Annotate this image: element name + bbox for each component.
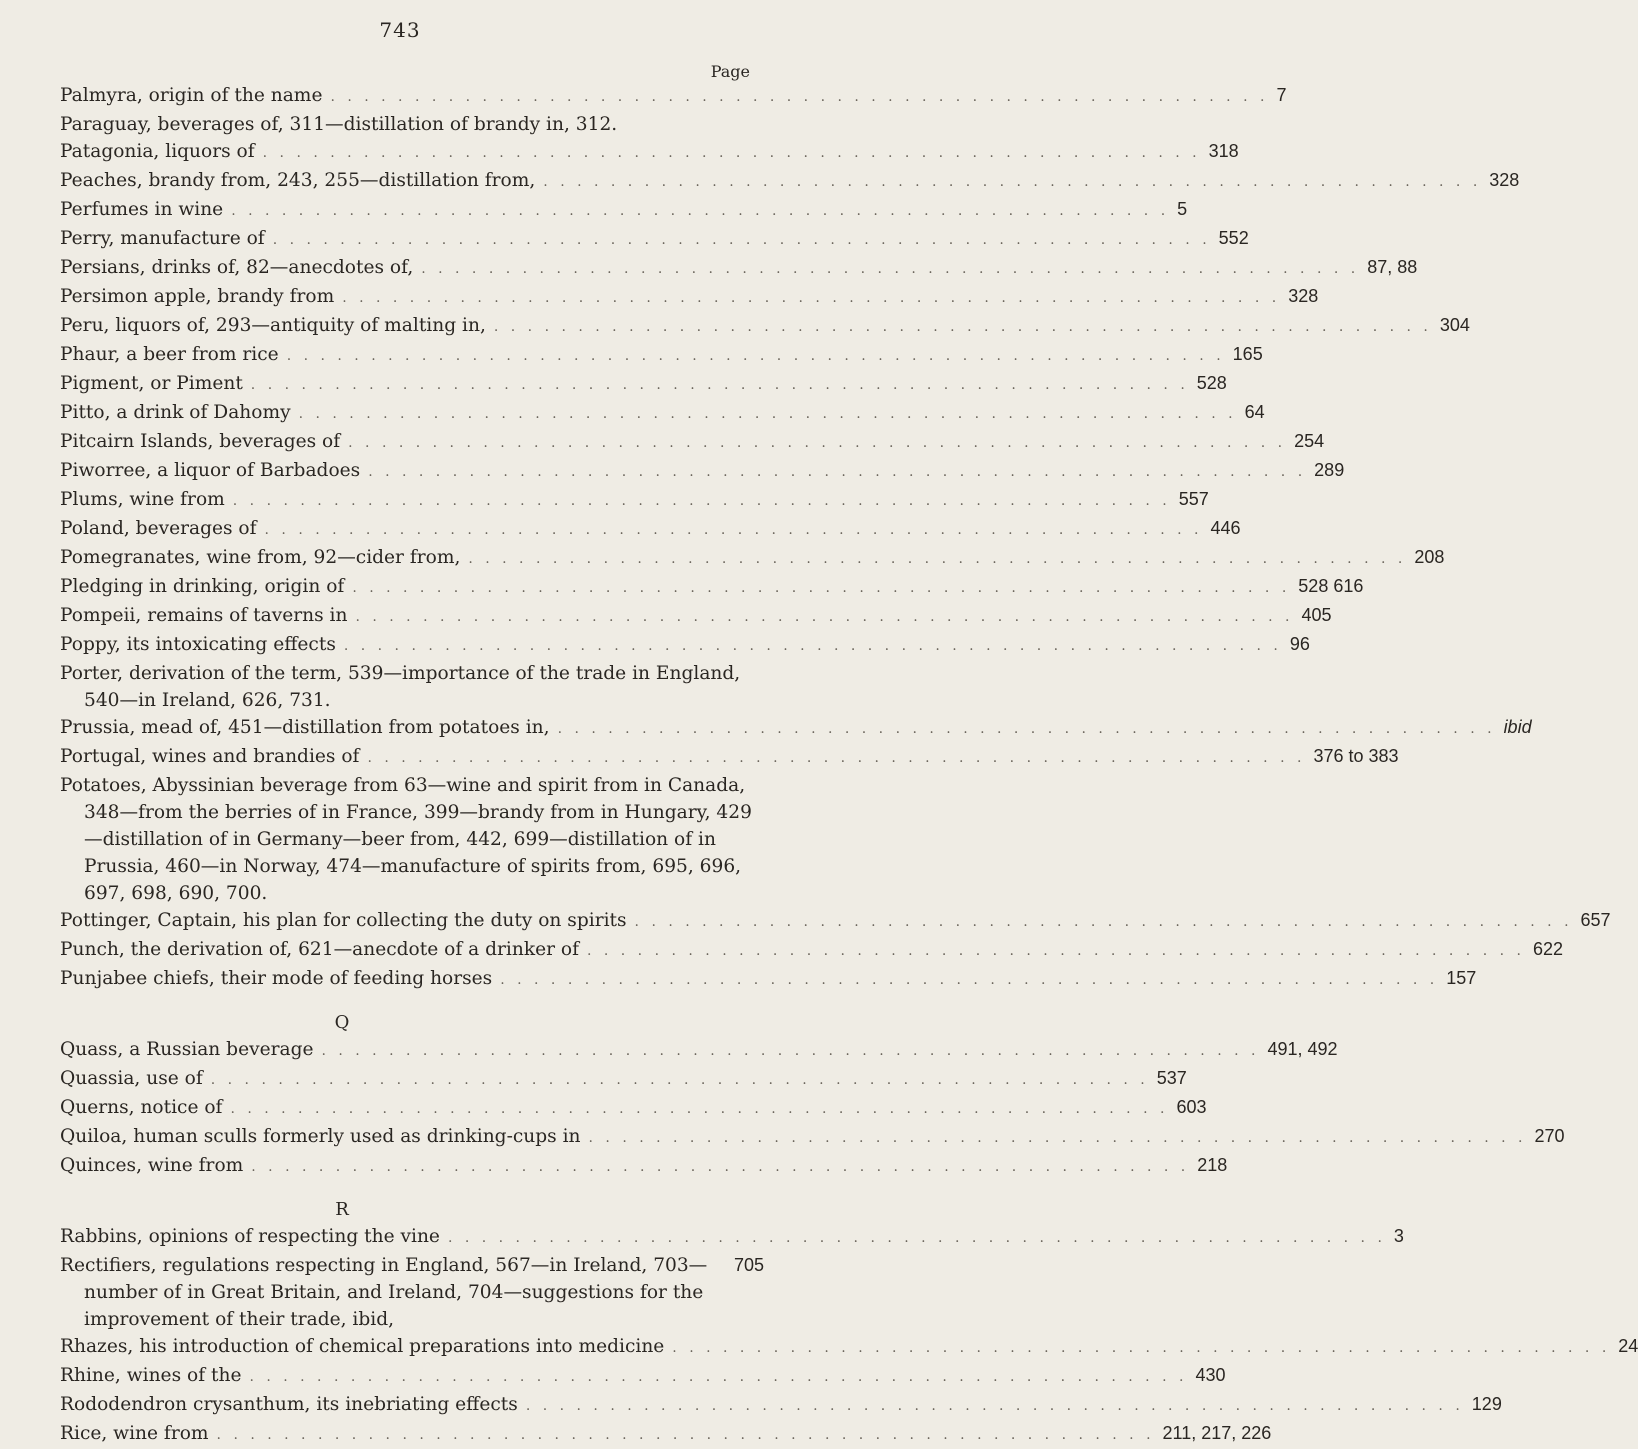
index-group-p (60, 82, 1520, 660)
index-entry (60, 399, 1265, 428)
index-entry (60, 486, 1209, 515)
index-entry (60, 225, 1249, 254)
entry-text: Potatoes, Abyssinian beverage from 63—wine and spirit from in Canada, 348—from the berries of in France, 399—brandy from in Hungary, 429—distillation of in Germany—beer from, 442, 699—distillation of in Prussia, 460—in Norway, 474—manufacture of spirits from, 695, 696, 697, 698, 690, 700. (60, 775, 752, 904)
index-list (60, 82, 1638, 1449)
index-entry (60, 428, 1325, 457)
entry-text: Pomegranates, wine from, 92—cider from, (60, 547, 461, 568)
entry-text: Quiloa, human sculls formerly used as drinking-cups in (60, 1126, 581, 1147)
index-entry (60, 196, 1188, 225)
entry-page: 557 (1178, 489, 1209, 509)
entry-text: Pottinger, Captain, his plan for collecting the duty on spirits (60, 910, 627, 931)
entry-page: 96 (1289, 634, 1310, 654)
entry-page: ibid (1503, 717, 1532, 737)
entry-page: 603 (1176, 1097, 1207, 1117)
index-entry-rabbins (60, 1223, 1404, 1252)
index-entry (60, 167, 1520, 196)
index-entry (60, 283, 1319, 312)
index-entry-portugal (60, 743, 1399, 772)
index-entry (60, 1420, 1272, 1449)
index-entry (60, 457, 1345, 486)
entry-text: Rectifiers, regulations respecting in England, 567—in Ireland, 703—number of in Great Britain, and Ireland, 704—suggestions for the improvement of their trade, ibid, (60, 1255, 708, 1330)
entry-text: Plums, wine from (60, 489, 225, 510)
entry-page: 3 (1393, 1226, 1404, 1246)
entry-page: 328 (1489, 170, 1520, 190)
index-entry-potatoes (60, 772, 764, 907)
entry-page: 208 (1414, 547, 1445, 567)
entry-text: Portugal, wines and brandies of (60, 746, 360, 767)
entry-page: 270 (1534, 1126, 1565, 1146)
entry-page: 552 (1218, 228, 1249, 248)
entry-page: 218 (1197, 1155, 1228, 1175)
index-group-p-tail (60, 907, 1611, 994)
entry-page: 622 (1532, 939, 1564, 959)
entry-text: Perry, manufacture of (60, 228, 265, 249)
entry-text: Pitcairn Islands, beverages of (60, 431, 341, 452)
index-entry (60, 138, 1239, 167)
index-group-q (60, 1036, 1565, 1181)
entry-page: 430 (1195, 1365, 1226, 1385)
entry-page: 304 (1439, 315, 1470, 335)
entry-text: Peru, liquors of, 293—antiquity of malting in, (60, 315, 486, 336)
entry-page: 328 (1288, 286, 1319, 306)
entry-text: Persians, drinks of, 82—anecdotes of, (60, 257, 414, 278)
entry-text: Rabbins, opinions of respecting the vine (60, 1226, 440, 1247)
entry-text: Palmyra, origin of the name (60, 85, 323, 106)
entry-text: Pompeii, remains of taverns in (60, 605, 348, 626)
entry-page: 537 (1156, 1068, 1187, 1088)
entry-text: Quinces, wine from (60, 1155, 244, 1176)
index-entry (60, 573, 1364, 602)
entry-page: 289 (1314, 460, 1345, 480)
entry-page: 165 (1232, 344, 1263, 364)
entry-page: 528 (1196, 373, 1227, 393)
entry-page: 254 (1294, 431, 1325, 451)
index-entry-rectifiers (60, 1252, 764, 1333)
entry-text: Pitto, a drink of Dahomy (60, 402, 291, 423)
entry-text: Paraguay, beverages of, 311—distillation of brandy in, 312. (60, 114, 618, 135)
index-entry (60, 1065, 1187, 1094)
entry-text: Rhazes, his introduction of chemical preparations into medicine (60, 1336, 665, 1357)
entry-text: Poppy, its intoxicating effects (60, 634, 336, 655)
entry-page: 64 (1244, 402, 1265, 422)
entry-page: 87, 88 (1367, 257, 1418, 277)
index-entry (60, 936, 1564, 965)
index-entry (60, 1123, 1565, 1152)
index-entry (60, 370, 1227, 399)
entry-text: Porter, derivation of the term, 539—importance of the trade in England, 540—in Ireland, 626, 731. (60, 663, 741, 711)
entry-text: Punjabee chiefs, their mode of feeding horses (60, 968, 493, 989)
entry-text: Pledging in drinking, origin of (60, 576, 345, 597)
page-column-label: Page (710, 62, 750, 81)
entry-page: 129 (1471, 1394, 1502, 1414)
entry-text: Prussia, mead of, 451—distillation from potatoes in, (60, 717, 550, 738)
entry-text: Pigment, or Piment (60, 373, 243, 394)
entry-text: Piworree, a liquor of Barbadoes (60, 460, 361, 481)
index-entry (60, 631, 1310, 660)
entry-page: 705 (733, 1255, 764, 1275)
index-entry (60, 254, 1418, 283)
index-entry (60, 965, 1477, 994)
entry-page: 491, 492 (1267, 1039, 1338, 1059)
entry-text: Persimon apple, brandy from (60, 286, 335, 307)
index-entry (60, 544, 1445, 573)
entry-page: 376 to 383 (1313, 746, 1399, 766)
entry-text: Poland, beverages of (60, 518, 257, 539)
entry-page: 24 (1618, 1336, 1638, 1356)
entry-page: 446 (1210, 518, 1241, 538)
section-letter-q: Q (334, 1012, 350, 1033)
index-entry (60, 312, 1470, 341)
entry-text: Querns, notice of (60, 1097, 223, 1118)
index-entry-porter (60, 660, 764, 714)
entry-page: 5 (1177, 199, 1188, 219)
index-entry (60, 907, 1611, 936)
entry-page: 405 (1301, 605, 1332, 625)
index-entry (60, 111, 764, 138)
index-entry (60, 1036, 1338, 1065)
entry-page: 211, 217, 226 (1162, 1423, 1272, 1443)
entry-text: Quassia, use of (60, 1068, 203, 1089)
entry-text: Perfumes in wine (60, 199, 224, 220)
entry-text: Punch, the derivation of, 621—anecdote of a drinker of (60, 939, 579, 960)
index-entry (60, 341, 1263, 370)
entry-page: 157 (1446, 968, 1477, 988)
entry-text: Peaches, brandy from, 243, 255—distillation from, (60, 170, 536, 191)
index-entry (60, 515, 1241, 544)
entry-text: Rododendron crysanthum, its inebriating effects (60, 1394, 518, 1415)
index-entry (60, 1152, 1228, 1181)
entry-text: Quass, a Russian beverage (60, 1039, 314, 1060)
entry-text: Phaur, a beer from rice (60, 344, 279, 365)
entry-page: 528 616 (1298, 576, 1364, 596)
index-entry-prussia (60, 714, 1532, 743)
section-letter-r: R (335, 1199, 349, 1220)
entry-text: Patagonia, liquors of (60, 141, 255, 162)
index-entry (60, 1333, 1638, 1362)
entry-text: Rhine, wines of the (60, 1365, 242, 1386)
entry-text: Rice, wine from (60, 1423, 209, 1444)
index-entry (60, 1094, 1207, 1123)
entry-page: 318 (1208, 141, 1239, 161)
entry-page: 657 (1580, 910, 1611, 930)
index-entry (60, 1391, 1502, 1420)
entry-page: 7 (1276, 85, 1287, 105)
index-entry (60, 82, 1287, 111)
index-entry (60, 602, 1332, 631)
index-group-r (60, 1333, 1638, 1449)
page-number: 743 (379, 18, 421, 42)
index-entry (60, 1362, 1226, 1391)
